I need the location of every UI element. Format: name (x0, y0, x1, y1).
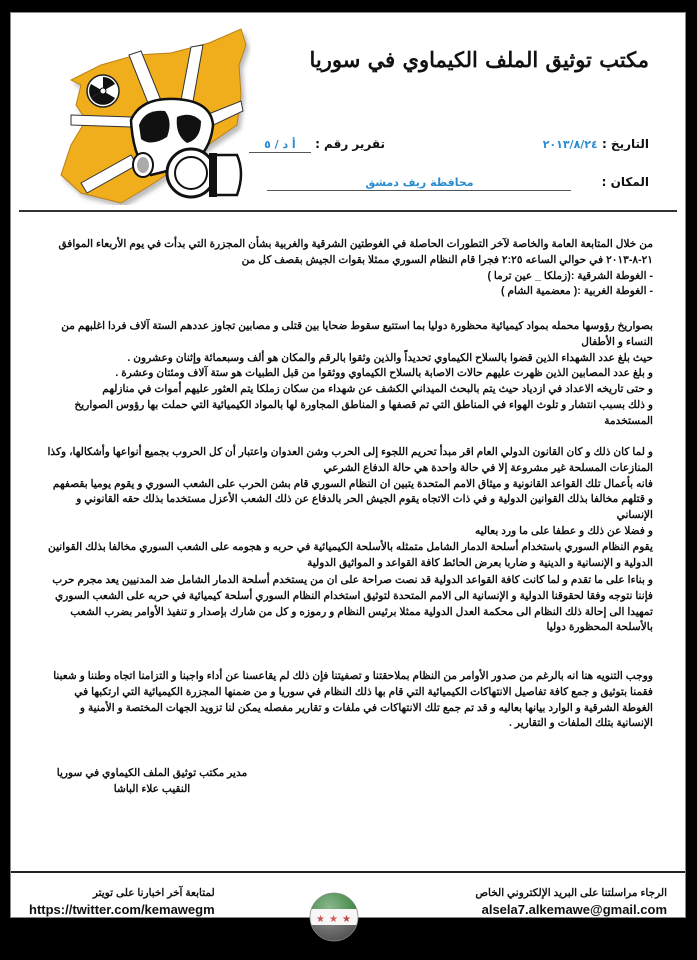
document-page (10, 12, 686, 918)
email-contact (475, 885, 667, 919)
signature-block (47, 765, 257, 797)
place-label: المكان : (601, 175, 649, 189)
body-line: فإننا نتوجه وفقا لحقوقنا الدولية و الإنسانية الى الامم المتحدة لتوثيق استخدام النظام السوري أسلحة كيميائية في حربه على الشعب السوري تمهيدا الى إحالة ذلك النظام الى محكمة العدل الدولية ممثلا برئيس النظام و رموزه و كل من شارك بإصدار و تنفيذ الأوامر بضرب الشعب بالأسلحة المحظورة دوليا (55, 589, 653, 634)
signatory-title: مدير مكتب توثيق الملف الكيماوي في سوريا (56, 767, 248, 779)
twitter-link[interactable]: https://twitter.com/kemawegm (29, 902, 215, 917)
office-title: مكتب توثيق الملف الكيماوي في سوريا (309, 47, 649, 72)
body-line: و بناءا على ما تقدم و لما كانت كافة القواعد الدولية قد نصت صراحة على ان من يستخدم أسلحة الدمار الشامل ضد المدنيين يعد مجرم حرب (52, 574, 653, 586)
revolution-flag-icon (309, 891, 359, 943)
body-line: و فضلا عن ذلك و عطفا على ما ورد بعاليه (474, 524, 653, 537)
place-value: محافظة ريف دمشق (267, 176, 571, 191)
paragraph-international-law (47, 445, 653, 571)
paragraph-casualties (47, 319, 653, 430)
report-number-value: أ د / ٥ (249, 138, 311, 153)
report-number-label: تقرير رقم : (315, 137, 385, 151)
paragraph-incident (47, 237, 653, 300)
body-line: من خلال المتابعة العامة والخاصة لآخر التطورات الحاصلة في الغوطتين الشرقية والغربية بشأن المجزرة التي بدأت في يوم الأربعاء الموافق ٢١-٨-٢٠١٣ في حوالي الساعه ٢:٢٥ فجرا قام النظام السوري ممثلا بقوات الجيش بقصف كل من (58, 238, 653, 266)
letterhead (11, 13, 685, 209)
report-number-field (249, 137, 385, 153)
body-line: يقوم النظام السوري باستخدام أسلحة الدمار الشامل متمثله بالأسلحة الكيميائية في حربه و هجومه على الشعب السوري مخالفا بذلك القوانين الدولية و الإنسانية و الدينية و ضاربا بعرض الحائط كافة القواعد و المواثيق الدولية (48, 540, 653, 569)
date-value: ٢٠١٣/٨/٢٤ (542, 138, 598, 151)
date-label: التاريخ : (601, 137, 649, 151)
body-line: و حتى تاريخه الاعداد في ازدياد حيث يتم بالبحث الميداني الكشف عن شهداء من سكان زملكا يتم العثور عليهم أموات في منازلهم (102, 383, 653, 396)
chemical-office-logo (41, 25, 251, 205)
body-line: و ذلك بسبب انتشار و تلوث الهواء في المناطق التي تم قصفها و المناطق المجاورة لها بالمواد الكيميائية التي حملت بها رؤوس الصواريخ المستخدمة (74, 398, 653, 427)
twitter-contact (29, 885, 215, 919)
body-line: و بلغ عدد المصابين الذين ظهرت عليهم حالات الاصابة بالسلاح الكيماوي ووثقوا من قبل الطبيات هو ستة آلاف ومئتان وعشرة . (115, 367, 653, 380)
body-line: بصواريخ رؤوسها محمله بمواد كيميائية محظورة دوليا بما استتبع سقوط ضحايا بين قتلى و مصابين تجاوز عددهم الستة آلاف فردا اغلبهم من النساء و الأطفال (61, 320, 653, 348)
radiation-icon (87, 75, 119, 107)
body-line: - الغوطة الشرقية :(زملكا _ عين ترما ) (487, 269, 653, 282)
paragraph-documentation (47, 669, 653, 732)
header-divider (19, 210, 677, 212)
paragraph-request (47, 573, 653, 636)
email-label: الرجاء مراسلتنا على البريد الإلكتروني الخاص (475, 887, 667, 899)
date-field (543, 137, 649, 151)
twitter-label: لمتابعة آخر اخبارنا على تويتر (92, 887, 215, 899)
body-line: ووجب التنويه هنا انه بالرغم من صدور الأوامر من النظام بملاحقتنا و تصفيتنا فإن ذلك لم يقاعسنا عن أداء واجبنا و التزامنا اتجاه وطننا و شعبنا فقمنا بتوثيق و جمع كافة تفاصيل الانتهاكات الكيميائية التي قام بها ذلك النظام في سوريا و من ضمنها المجزرة الكيميائية التي ارتكبها في الغوطة الشرقية و الوارد بيانها بعاليه و قد تم جمع تلك الانتهاكات في ملفات و تقارير مفصله يمكن لنا تزويد الجهات المختصة و الأمنية و الإنسانية بتلك الملفات و التقارير . (53, 670, 653, 730)
body-line: فانه بأعمال تلك القواعد القانونية و ميثاق الامم المتحدة يتبين ان النظام السوري قام بشن الحرب على الشعب السوري و يقوم يوميا بقصفهم و قتلهم مخالفا بذلك القوانين الدولية و في ذات الاتجاه يقوم الجيش الحر بالدفاع عن ذلك الشعب الأعزل مستخدما بذلك حقه القانوني و الإنساني (52, 477, 653, 522)
body-line: حيث بلغ عدد الشهداء الذين قضوا بالسلاح الكيماوي تحديداً والذين وثقوا بالرقم والمكان هو ألف وسبعمائة وإثنان وعشرون . (127, 351, 653, 364)
body-line: و لما كان ذلك و كان القانون الدولي العام اقر مبدأ تحريم اللجوء إلى الحرب وشن العدوان واعتبار أن كل الحروب بجميع أنواعها وأشكالها، وكذا المنازعات المسلحة غير مشروعة إلا في حالة واحدة هي حالة الدفاع الشرعي (47, 446, 653, 474)
email-link[interactable]: alsela7.alkemawe@gmail.com (481, 902, 667, 917)
footer (11, 873, 685, 917)
signatory-name: النقيب علاء الباشا (113, 783, 191, 795)
body-line: - الغوطة الغربية :( معضمية الشام ) (501, 285, 653, 298)
place-field (267, 175, 649, 191)
